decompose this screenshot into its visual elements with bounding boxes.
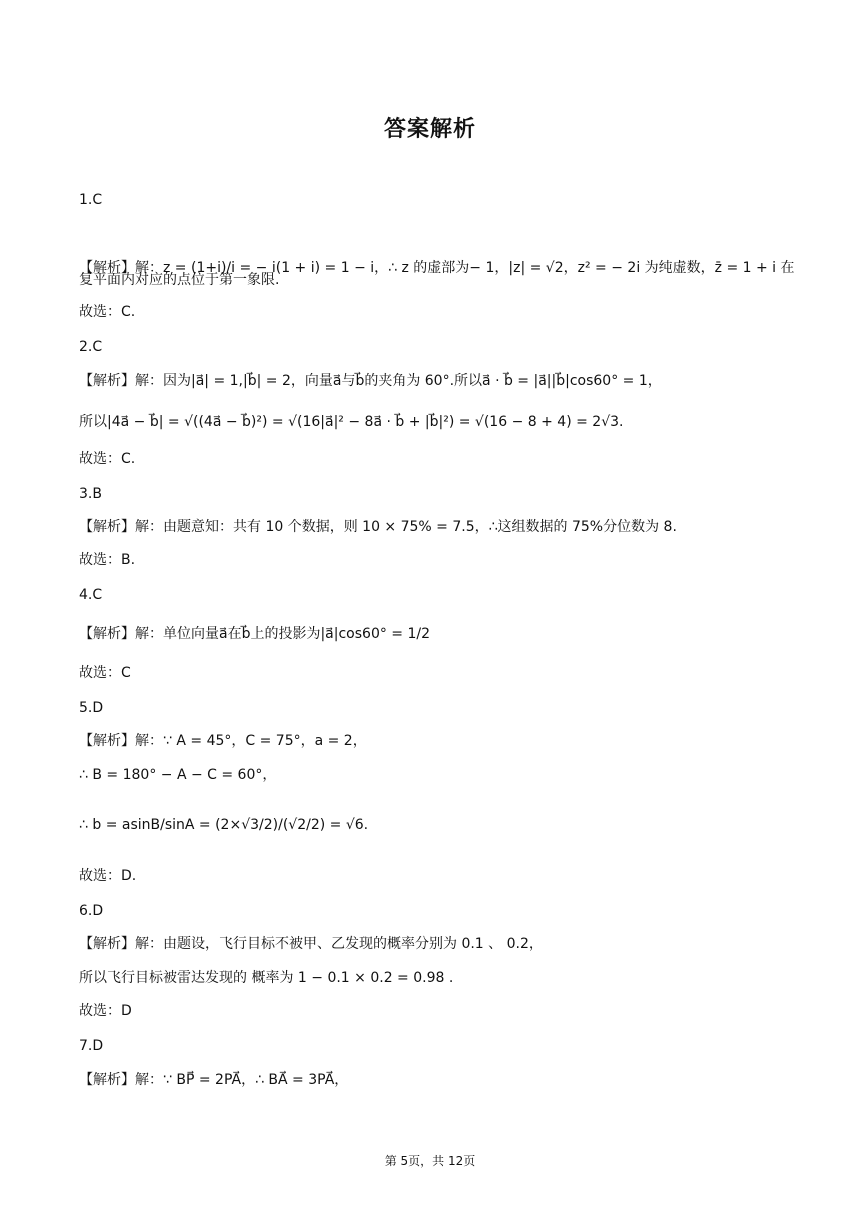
answer-5-explanation-3: ∴ b = asinB/sinA = (2×√3/2)/(√2/2) = √6. (79, 817, 369, 833)
answer-2-explanation: 【解析】解：因为|a⃗| = 1,|b⃗| = 2，向量a⃗与b⃗的夹角为 60°.所以a⃗ · b⃗ = |a⃗||b⃗|cos60° = 1， (79, 373, 662, 389)
answer-7-heading: 7.D (79, 1038, 104, 1054)
answer-6-explanation-2: 所以飞行目标被雷达发现的 概率为 1 − 0.1 × 0.2 = 0.98 . (79, 970, 454, 986)
answer-1-choice: 故选：C. (79, 304, 136, 320)
answer-5-heading: 5.D (79, 700, 104, 716)
answer-6-explanation: 【解析】解：由题设，飞行目标不被甲、乙发现的概率分别为 0.1 、 0.2， (79, 936, 543, 952)
answer-5-explanation: 【解析】解：∵ A = 45°，C = 75°，a = 2， (79, 733, 367, 749)
answer-5-choice: 故选：D. (79, 868, 137, 884)
page-footer: 第 5页，共 12页 (384, 1154, 476, 1168)
answer-7-explanation: 【解析】解：∵ BP⃗ = 2PA⃗，∴ BA⃗ = 3PA⃗， (79, 1072, 349, 1088)
answer-1-heading: 1.C (79, 192, 103, 208)
answer-1-explanation: 【解析】解：z = (1+i)/i = − i(1 + i) = 1 − i，∴ z 的虚部为− 1，|z| = √2，z² = − 2i 为纯虚数，z̄ = 1 + i 在 (79, 260, 795, 276)
answer-2-heading: 2.C (79, 339, 103, 355)
answer-5-explanation-2: ∴ B = 180° − A − C = 60°， (79, 767, 277, 783)
answer-3-explanation: 【解析】解：由题意知：共有 10 个数据，则 10 × 75% = 7.5，∴这组数据的 75%分位数为 8. (79, 519, 677, 535)
answer-4-choice: 故选：C (79, 665, 131, 681)
answer-1-explanation-2: 复平面内对应的点位于第一象限. (79, 272, 280, 288)
page-title: 答案解析 (383, 117, 476, 142)
answer-2-choice: 故选：C. (79, 451, 136, 467)
answer-4-explanation: 【解析】解：单位向量a⃗在b⃗上的投影为|a⃗|cos60° = 1/2 (79, 626, 431, 642)
answer-3-choice: 故选：B. (79, 552, 136, 568)
answer-6-heading: 6.D (79, 903, 104, 919)
answer-6-choice: 故选：D (79, 1003, 132, 1019)
answer-4-heading: 4.C (79, 587, 103, 603)
answer-3-heading: 3.B (79, 486, 102, 502)
answer-2-explanation-2: 所以|4a⃗ − b⃗| = √((4a⃗ − b⃗)²) = √(16|a⃗|² − 8a⃗ · b⃗ + |b⃗|²) = √(16 − 8 + 4) = 2√3. (79, 414, 624, 430)
